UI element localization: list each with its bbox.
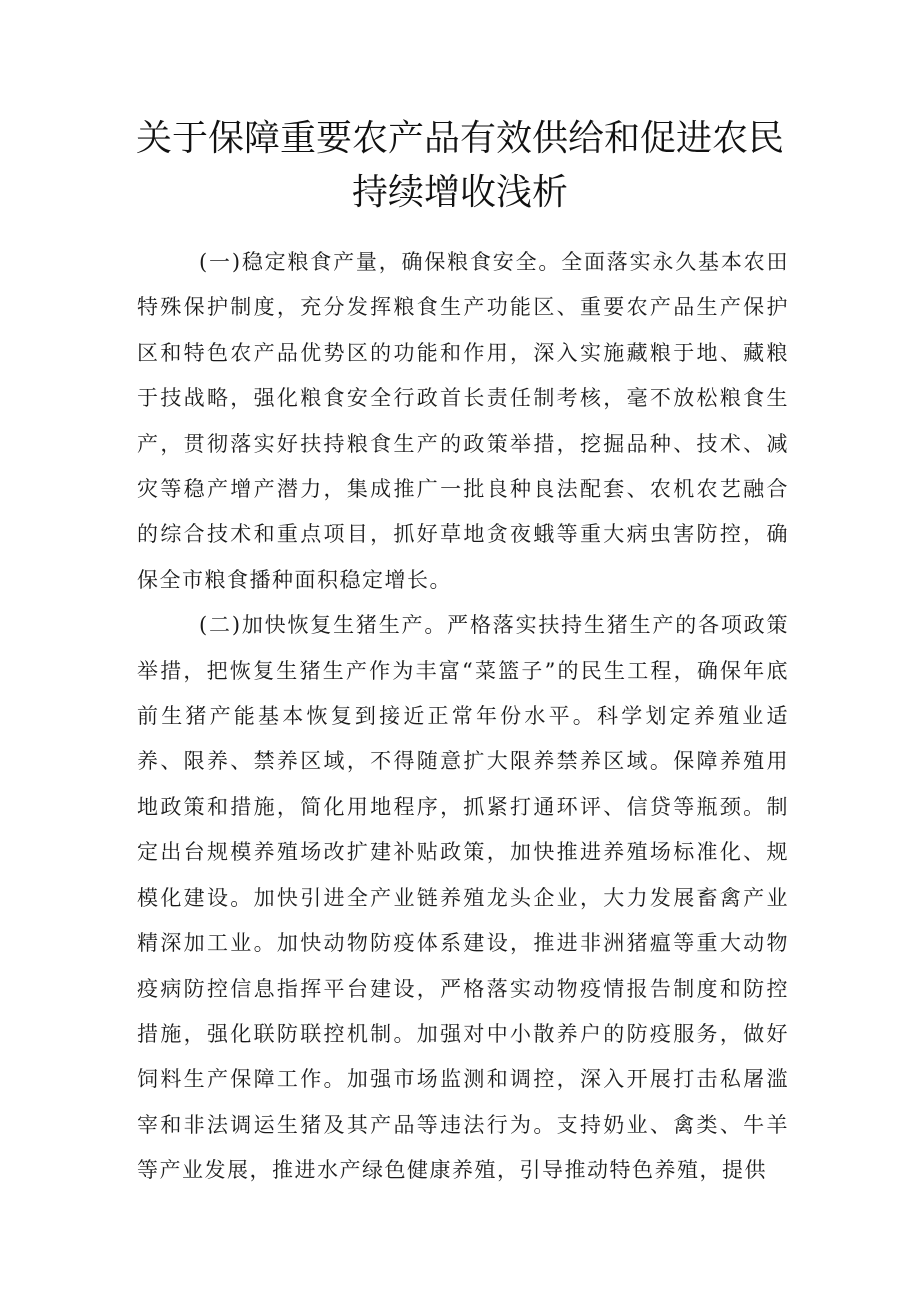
- document-title: [120, 112, 800, 220]
- document-title-line-2: 持续增收浅析: [351, 172, 568, 213]
- document-body: [137, 240, 789, 1194]
- document-title-line-1: 关于保障重要农产品有效供给和促进农民: [135, 118, 784, 159]
- paragraph-grain-security: (一)稳定粮食产量，确保粮食安全。全面落实永久基本农田特殊保护制度，充分发挥粮食生产功能区、重要农产品生产保护区和特色农产品优势区的功能和作用，深入实施藏粮于地、藏粮于技战略，强化粮食安全行政首长责任制考核，毫不放松粮食生产，贯彻落实好扶持粮食生产的政策举措，挖掘品种、技术、减灾等稳产增产潜力，集成推广一批良种良法配套、农机农艺融合的综合技术和重点项目，抓好草地贪夜蛾等重大病虫害防控，确保全市粮食播种面积稳定增长。: [137, 250, 789, 592]
- paragraph-pig-production: (二)加快恢复生猪生产。严格落实扶持生猪生产的各项政策举措，把恢复生猪生产作为丰富“菜篮子”的民生工程，确保年底前生猪产能基本恢复到接近正常年份水平。科学划定养殖业适养、限养、禁养区域，不得随意扩大限养禁养区域。保障养殖用地政策和措施，简化用地程序，抓紧打通环评、信贷等瓶颈。制定出台规模养殖场改扩建补贴政策，加快推进养殖场标准化、规模化建设。加快引进全产业链养殖龙头企业，大力发展畜禽产业精深加工业。加快动物防疫体系建设，推进非洲猪瘟等重大动物疫病防控信息指挥平台建设，严格落实动物疫情报告制度和防控措施，强化联防联控机制。加强对中小散养户的防疫服务，做好饲料生产保障工作。加强市场监测和调控，深入开展打击私屠滥宰和非法调运生猪及其产品等违法行为。支持奶业、禽类、牛羊等产业发展，推进水产绿色健康养殖，引导推动特色养殖，提供: [137, 613, 789, 1183]
